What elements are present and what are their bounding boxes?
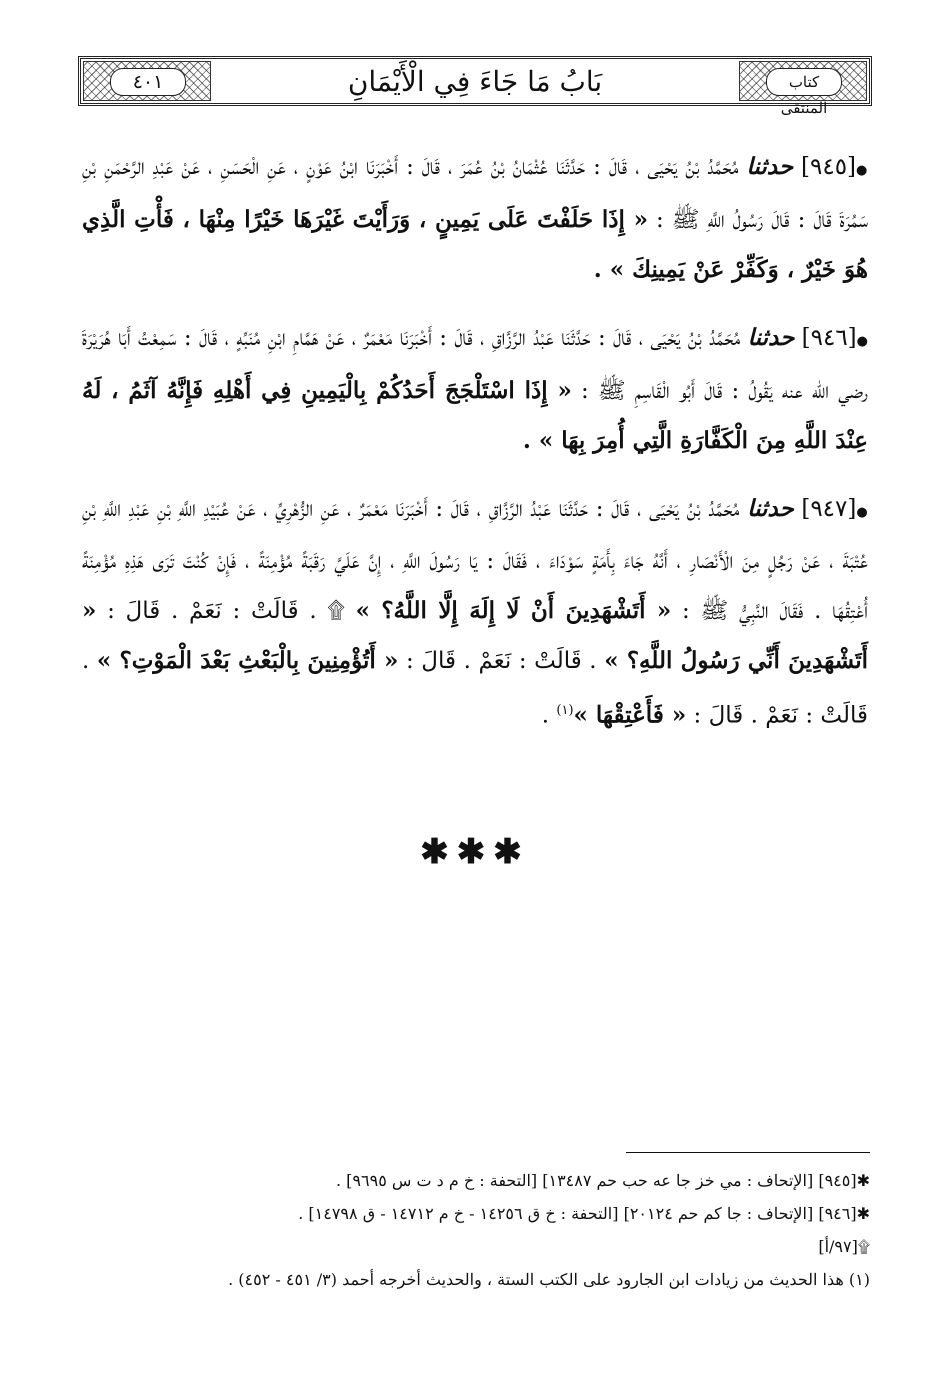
hadith-narration-2: ۩ . قَالَتْ : نَعَمْ . قَالَ : bbox=[107, 598, 345, 624]
haddathana-word: حدثنا bbox=[746, 153, 794, 180]
hadith-end: . bbox=[541, 702, 550, 729]
hadith-question-3: « أَتُؤْمِنِينَ بِالْبَعْثِ بَعْدَ الْمَوْتِ؟ » bbox=[96, 647, 399, 674]
hadith-isnad: مُحَمَّدُ بْنُ يَحْيَى ، قَالَ : حَدَّثَنَا عُثْمَانُ بْنُ عُمَرَ ، قَالَ : أَخْبَرَنَا ابْنُ عَوْنٍ ، عَنِ الْحَسَنِ ، عَنْ عَبْدِ الرَّحْمَنِ بْنِ سَمُرَةَ قَالَ : قَالَ رَسُولُ اللَّهِ ﷺ : bbox=[82, 154, 869, 233]
hadith-945 bbox=[82, 142, 868, 295]
page-header bbox=[78, 56, 872, 117]
haddathana-word: حدثنا bbox=[747, 324, 795, 351]
hadith-question-2: « أَتَشْهَدِينَ أَنِّي رَسُولُ اللَّهِ؟ » bbox=[82, 597, 868, 674]
hadith-number: [٩٤٥] bbox=[801, 154, 857, 180]
bullet-marker: ● bbox=[856, 505, 869, 520]
page-number-ornament bbox=[83, 61, 211, 101]
book-name-ornament bbox=[739, 61, 867, 117]
bullet-marker: ● bbox=[856, 334, 869, 349]
footnote-divider bbox=[626, 1152, 870, 1153]
footnotes bbox=[82, 1166, 870, 1298]
hadith-number: [٩٤٦] bbox=[801, 325, 857, 351]
haddathana-word: حدثنا bbox=[747, 495, 794, 522]
hadith-number: [٩٤٧] bbox=[801, 496, 857, 522]
chapter-title: بَابُ مَا جَاءَ فِي الْأَيْمَانِ bbox=[347, 65, 603, 98]
hadith-question-1: « أَتَشْهَدِينَ أَنْ لَا إِلَهَ إِلَّا اللَّهُ؟ » bbox=[355, 597, 672, 624]
main-text bbox=[82, 142, 868, 759]
footnote-1: (١) هذا الحديث من زيادات ابن الجارود على الكتب الستة ، والحديث أخرجه أحمد (٣/ ٤٥١ - ٤٥٢) . bbox=[228, 1270, 870, 1289]
hadith-matn: « إِذَا اسْتَلْجَجَ أَحَدُكُمْ بِالْيَمِينِ فِي أَهْلِهِ فَإِنَّهُ آثَمُ ، لَهُ عِنْدَ اللَّهِ مِنَ الْكَفَّارَةِ الَّتِي أُمِرَ بِهَا » . bbox=[82, 377, 868, 454]
hadith-947 bbox=[82, 484, 868, 741]
hadith-matn: « إِذَا حَلَفْتَ عَلَى يَمِينٍ ، وَرَأَيْتَ غَيْرَهَا خَيْرًا مِنْهَا ، فَأْتِ الَّذِي هُوَ خَيْرٌ ، وَكَفِّرْ عَنْ يَمِينِكَ » . bbox=[82, 206, 868, 283]
page-number: ٤٠١ bbox=[110, 68, 186, 96]
footnote-945: ✱[٩٤٥] [الإتحاف : مي خز جا عه حب حم ١٣٤٨٧] [التحفة : خ م د ت س ٩٦٩٥] . bbox=[336, 1171, 870, 1190]
hadith-946 bbox=[82, 313, 868, 466]
footnote-946: ✱[٩٤٦] [الإتحاف : جا كم حم ٢٠١٢٤] [التحفة : خ ق ١٤٢٥٦ - خ م ١٤٧١٢ - ق ١٤٧٩٨] . bbox=[298, 1204, 870, 1223]
bullet-marker: ● bbox=[856, 163, 868, 178]
hadith-isnad: مُحَمَّدُ بْنُ يَحْيَى ، قَالَ : حَدَّثَنَا عَبْدُ الرَّزَّاقِ ، قَالَ : أَخْبَرَنَا مَعْمَرٌ ، عَنِ الزُّهْرِيِّ ، عَنْ عُبَيْدِ اللَّهِ بْنِ عَبْدِ اللَّهِ بْنِ عُتْبَةَ ، عَنْ رَجُلٍ مِنَ الْأَنْصَارِ ، أَنَّهُ جَاءَ بِأَمَةٍ سَوْدَاءَ ، فَقَالَ : يَا رَسُولَ اللَّهِ ، إِنَّ عَلَيَّ رَقَبَةً مُؤْمِنَةً ، فَإِنْ كُنْتَ تَرَى هَذِهِ مُؤْمِنَةً أُعْتِقُهَا . فَقَالَ النَّبِيُّ ﷺ : bbox=[82, 496, 868, 624]
book-name: كتاب المنتقى bbox=[766, 68, 842, 96]
hadith-command: « فَأَعْتِقْهَا » bbox=[573, 701, 687, 729]
footnote-ref[interactable]: (١) bbox=[556, 703, 574, 718]
hadith-narration-4: . قَالَتْ : نَعَمْ . قَالَ : bbox=[82, 648, 868, 729]
hadith-narration-3: . قَالَتْ : نَعَمْ . قَالَ : bbox=[405, 648, 597, 674]
folio-marker: ۩[٩٧/أ] bbox=[818, 1237, 870, 1256]
hadith-isnad: مُحَمَّدُ بْنُ يَحْيَى ، قَالَ : حَدَّثَنَا عَبْدُ الرَّزَّاقِ ، قَالَ : أَخْبَرَنَا مَعْمَرٌ ، عَنْ هَمَّامِ ابْنِ مُنَبِّهٍ ، قَالَ : سَمِعْتُ أَبَا هُرَيْرَةَ رضي الله عنه يَقُولُ : قَالَ أَبُو الْقَاسِمِ ﷺ : bbox=[82, 325, 869, 404]
section-separator: ✱✱✱ bbox=[420, 832, 530, 872]
